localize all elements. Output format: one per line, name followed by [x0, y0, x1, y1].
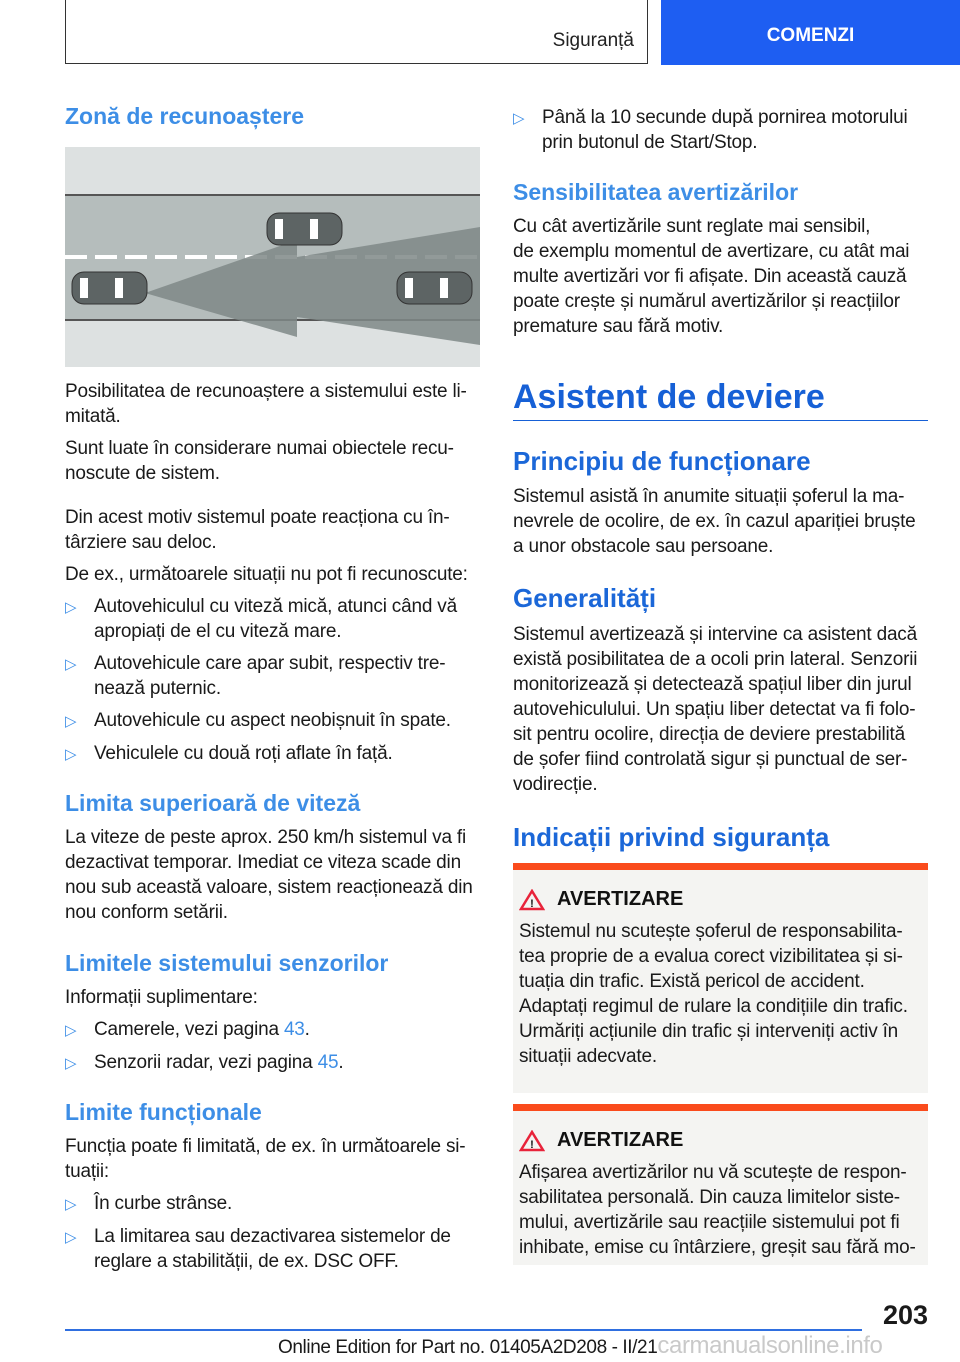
- triangle-bullet-icon: ▷: [65, 656, 77, 673]
- section-title: Siguranță: [552, 30, 634, 51]
- heading-limitele-senzori: Limitele sistemului senzorilor: [65, 950, 389, 976]
- paragraph: Sistemul asistă în anumite situații șoferul la ma- nevrele de ocolire, de ex. în cazul apariției bruște a unor obstacole sau persoane.: [513, 486, 916, 557]
- paragraph: Sistemul avertizează și intervine ca asistent dacă există posibilitatea de a ocoli prin lateral. Senzorii monitorizează și detectează spațiul liber din jurul autovehiculului. Un spațiu liber detectat va fi folo- sit pentru ocolire, direcția de deviere prestabilită de șofer fiind controlată sigur și punctual de ser- vodirecție.: [513, 624, 918, 795]
- heading-principiu: Principiu de funcționare: [513, 446, 811, 476]
- paragraph: La viteze de peste aprox. 250 km/h sistemul va fi dezactivat temporar. Imediat ce viteza scade din nou sub această valoare, sistem reacționează din nou conform setării.: [65, 827, 473, 923]
- warning-bar: [513, 1104, 928, 1111]
- page-number: 203: [882, 1300, 928, 1330]
- car-icon: [397, 272, 472, 304]
- triangle-bullet-icon: ▷: [65, 599, 77, 616]
- page-link-43[interactable]: 43: [283, 1019, 305, 1040]
- heading-sensibilitatea: Sensibilitatea avertizărilor: [513, 179, 799, 205]
- paragraph: Informații suplimentare:: [65, 987, 258, 1008]
- paragraph: De ex., următoarele situații nu pot fi recunoscute:: [65, 564, 468, 585]
- heading-limita-viteza: Limita superioară de viteză: [65, 790, 361, 816]
- car-icon: [72, 272, 147, 304]
- triangle-bullet-icon: ▷: [65, 1055, 77, 1072]
- triangle-bullet-icon: ▷: [65, 1229, 77, 1246]
- paragraph: Din acest motiv sistemul poate reacționa cu în- târziere sau deloc.: [65, 507, 450, 553]
- warning-text: Afișarea avertizărilor nu vă scutește de respon- sabilitatea personală. Din cauza limitelor siste- mului, avertizările sau reacțiile sistemului pot fi inhibate, emise cu întârziere, greșit sau fără mo-: [519, 1162, 916, 1258]
- triangle-bullet-icon: ▷: [65, 1196, 77, 1213]
- heading-limite-functionale: Limite funcționale: [65, 1099, 262, 1125]
- triangle-bullet-icon: ▷: [65, 746, 77, 763]
- detection-zone-illustration: [65, 147, 480, 367]
- paragraph: Funcția poate fi limitată, de ex. în următoarele si- tuații:: [65, 1136, 466, 1182]
- tab-comenzi[interactable]: COMENZI: [661, 0, 960, 65]
- page-link-45[interactable]: 45: [317, 1052, 339, 1073]
- warning-text: Sistemul nu scutește șoferul de responsabilita- tea proprie de a evalua corect vizibilitatea și si- tuația din trafic. Există pericol de accident. Adaptați regimul de rulare la condițiile din trafic. Urmăriți acțiunile din trafic și interveniți activ în situații adecvate.: [519, 921, 908, 1067]
- warning-triangle-icon: [519, 1130, 545, 1152]
- title-underline: [513, 420, 928, 421]
- footer-rule: [65, 1329, 862, 1331]
- heading-zona-recunoastere: Zonă de recunoaștere: [65, 103, 305, 129]
- footer-edition: Online Edition for Part no. 01405A2D208 - II/21carmanualsonline.info: [278, 1332, 883, 1359]
- svg-text:!: !: [530, 897, 534, 910]
- triangle-bullet-icon: ▷: [65, 1022, 77, 1039]
- svg-text:!: !: [530, 1138, 534, 1151]
- watermark: carmanualsonline.info: [657, 1332, 883, 1359]
- car-icon: [267, 213, 342, 245]
- warning-box: ! AVERTIZARE Sistemul nu scutește șoferul de responsabilita- tea proprie de a evalua corect vizibilitatea și si- tuația din trafic. Există pericol de accident. Adaptați regimul de rulare la condițiile din trafic. Urmăriți acțiunile din trafic și interveniți activ în situații adecvate.: [513, 863, 928, 1093]
- paragraph: Cu cât avertizările sunt reglate mai sensibil, de exemplu momentul de avertizare, cu atât mai multe avertizări vor fi afișate. Din această cauză poate crește și numărul avertizărilor și reacțiilor premature sau fără motiv.: [513, 216, 910, 337]
- paragraph: Posibilitatea de recunoaștere a sistemului este li- mitată.: [65, 381, 467, 427]
- page-title: Asistent de deviere: [513, 378, 825, 416]
- paragraph: Sunt luate în considerare numai obiectele recu- noscute de sistem.: [65, 438, 454, 484]
- warning-triangle-icon: [519, 889, 545, 911]
- heading-generalitati: Generalități: [513, 583, 657, 613]
- heading-indicatii-siguranta: Indicații privind siguranța: [513, 822, 830, 852]
- warning-bar: [513, 863, 928, 870]
- triangle-bullet-icon: ▷: [513, 110, 525, 127]
- warning-box: ! AVERTIZARE Afișarea avertizărilor nu vă scutește de respon- sabilitatea personală. Din cauza limitelor siste- mului, avertizările sau reacțiile sistemului pot fi inhibate, emise cu întârziere, greșit sau fără mo-: [513, 1104, 928, 1265]
- triangle-bullet-icon: ▷: [65, 713, 77, 730]
